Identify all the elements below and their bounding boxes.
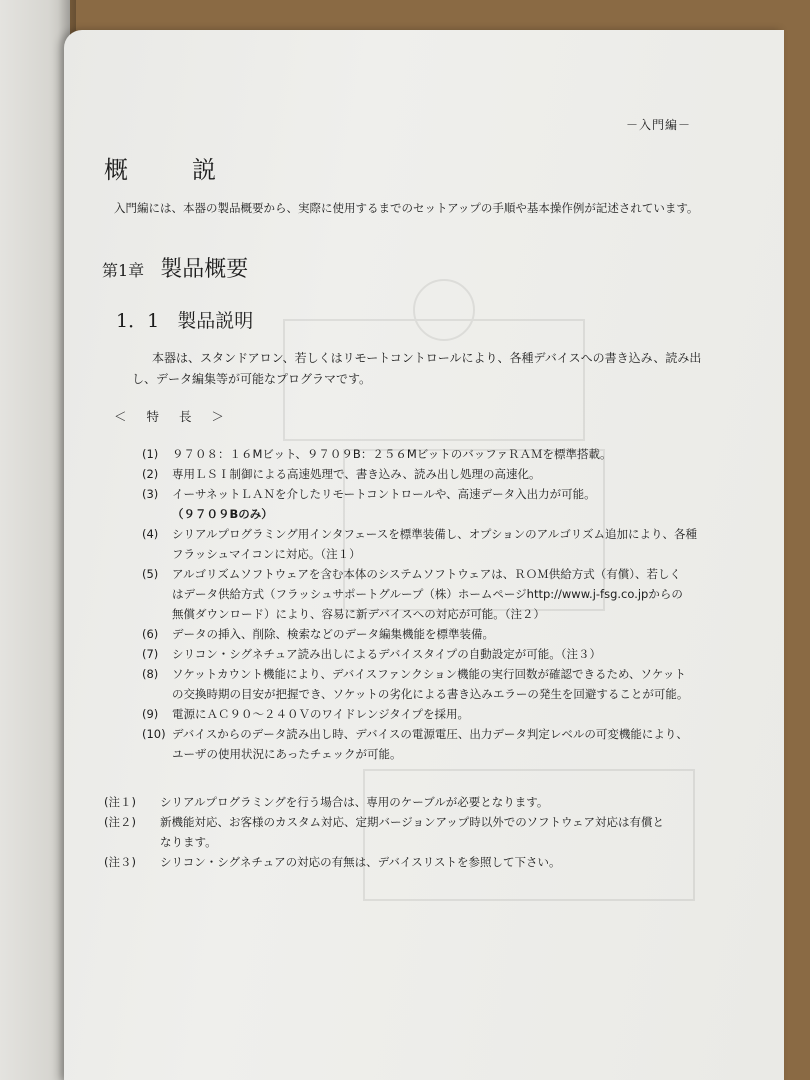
feature-text: データの挿入、削除、検索などのデータ編集機能を標準装備。 [172,627,494,641]
note-number: (注３) [104,855,136,869]
section-title: 製品説明 [177,310,254,332]
note-item [104,792,754,812]
feature-item [142,724,762,764]
feature-text: ソケットカウント機能により、デバイスファンクション機能の実行回数が確認できるため、ソケット [172,667,686,681]
notes-list [104,792,754,872]
features-heading: ＜ 特 長 ＞ [114,409,232,424]
feature-item [142,664,762,704]
chapter-title: 製品概要 [160,257,249,282]
feature-text: （９７０９Bのみ） [172,507,273,521]
feature-text: シリコン・シグネチュア読み出しによるデバイスタイプの自動設定が可能。（注３） [172,647,601,661]
note-text: 新機能対応、お客様のカスタム対応、定期バージョンアップ時以外でのソフトウェア対応は有償と [160,815,665,829]
note-number: (注１) [104,795,136,809]
section-tag: －入門編－ [626,118,692,132]
feature-text: イーサネットＬＡＮを介したリモートコントロールや、高速データ入出力が可能。 [172,487,596,501]
feature-text: はデータ供給方式（フラッシュサポートグループ（株）ホームページhttp://www.j-fsg.co.jpからの [172,587,683,601]
chapter-heading [102,252,248,283]
overview-intro: 入門編には、本器の製品概要から、実際に使用するまでのセットアップの手順や基本操作例が記述されています。 [114,201,699,215]
chapter-number: 第1章 [102,261,145,280]
description-line: し、データ編集等が可能なプログラマです。 [132,372,372,386]
feature-number: (5) [142,567,159,581]
document-page [64,30,784,1080]
features-list [142,444,762,764]
feature-item [142,624,762,644]
product-description [132,348,757,390]
feature-number: (3) [142,487,159,501]
note-text: シリコン・シグネチュアの対応の有無は、デバイスリストを参照して下さい。 [160,855,561,869]
note-item [104,812,754,852]
description-line: 本器は、スタンドアロン、若しくはリモートコントロールにより、各種デバイスへの書き込み、読み出 [152,351,702,365]
feature-number: (6) [142,627,159,641]
feature-item [142,464,762,484]
feature-item [142,484,762,524]
note-number: (注２) [104,815,136,829]
feature-number: (2) [142,467,159,481]
feature-text: の交換時期の目安が把握でき、ソケットの劣化による書き込みエラーの発生を回避することが可能。 [172,687,689,701]
feature-item [142,704,762,724]
note-item [104,852,754,872]
feature-text: ユーザの使用状況にあったチェックが可能。 [172,747,402,761]
feature-text: シリアルプログラミング用インタフェースを標準装備し、オプションのアルゴリズム追加により、各種 [172,527,697,541]
feature-text: 専用ＬＳＩ制御による高速処理で、書き込み、読み出し処理の高速化。 [172,467,541,481]
feature-number: (7) [142,647,159,661]
feature-item [142,644,762,664]
overview-heading: 概 説 [104,156,236,184]
feature-text: フラッシュマイコンに対応。（注１） [172,547,361,561]
feature-number: (4) [142,527,159,541]
feature-number: (9) [142,707,159,721]
section-number: 1．1 [116,310,160,332]
feature-number: (1) [142,447,159,461]
note-text: なります。 [160,835,217,849]
feature-text: 無償ダウンロード）により、容易に新デバイスへの対応が可能。（注２） [172,607,545,621]
feature-item [142,444,762,464]
feature-number: (10) [142,727,166,741]
feature-text: デバイスからのデータ読み出し時、デバイスの電源電圧、出力データ判定レベルの可変機能により、 [172,727,688,741]
feature-item [142,524,762,564]
feature-item [142,564,762,624]
note-text: シリアルプログラミングを行う場合は、専用のケーブルが必要となります。 [160,795,549,809]
feature-text: アルゴリズムソフトウェアを含む本体のシステムソフトウェアは、ＲＯＭ供給方式（有償）、若しく [172,567,681,581]
section-heading [116,306,253,333]
feature-number: (8) [142,667,159,681]
feature-text: 電源にＡＣ９０～２４０Ｖのワイドレンジタイプを採用。 [172,707,470,721]
feature-text: ９７０８：１６Mビット、９７０９B：２５６MビットのバッファＲＡＭを標準搭載。 [172,447,612,461]
